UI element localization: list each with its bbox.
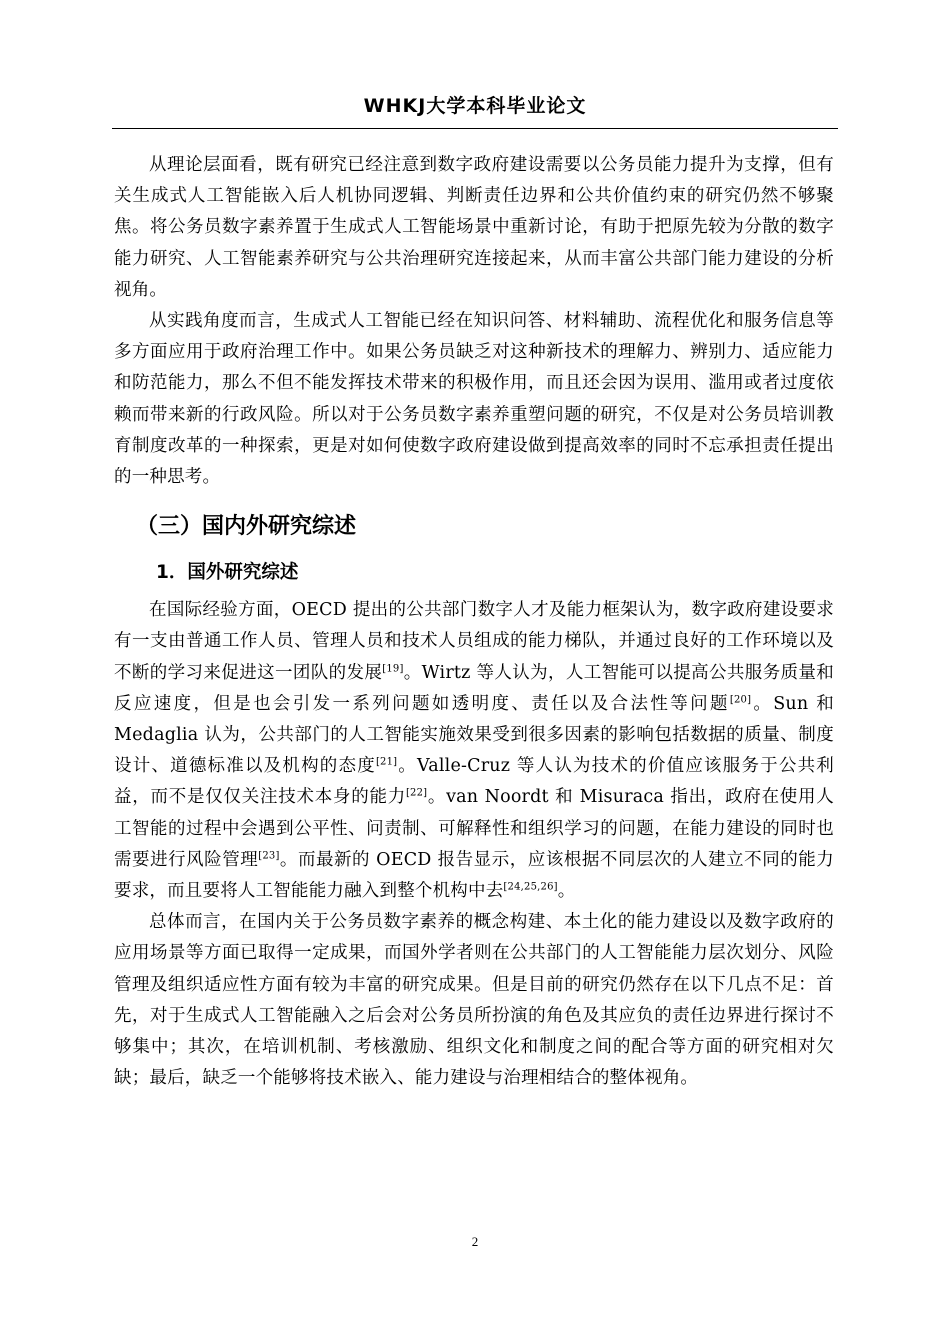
review-sentence: 。van Noordt 和 Misuraca 指出，政府在使用人工智能的过程中会遇到公平性、问责制、可解释性和组织学习的问题，在能力建设的同时也需要进行风险管理: [114, 787, 835, 870]
page-number: 2: [471, 1234, 479, 1249]
review-sentence: 。Sun 和 Medaglia 认为，公共部门的人工智能实施效果受到很多因素的影响包括数据的质量、制度设计、道德标准以及机构的态度: [114, 693, 834, 777]
review-sentence: 。: [557, 881, 576, 902]
paragraph-foreign-review: [114, 595, 834, 907]
paragraph-summary: 总体而言，在国内关于公务员数字素养的概念构建、本土化的能力建设以及数字政府的应用场景等方面已取得一定成果，而国外学者则在公共部门的人工智能能力层次划分、风险管理及组织适应性方面有较为丰富的研究成果。但是目前的研究仍然存在以下几点不足：首先，对于生成式人工智能融入之后会对公务员所扮演的角色及其应负的责任边界进行探讨不够集中；其次，在培训机制、考核激励、组织文化和制度之间的配合等方面的研究相对欠缺；最后，缺乏一个能够将技术嵌入、能力建设与治理相结合的整体视角。: [114, 912, 834, 1089]
paragraph-theory: 从理论层面看，既有研究已经注意到数字政府建设需要以公务员能力提升为支撑，但有关生成式人工智能嵌入后人机协同逻辑、判断责任边界和公共价值约束的研究仍然不够聚焦。将公务员数字素养置于生成式人工智能场景中重新讨论，有助于把原先较为分散的数字能力研究、人工智能素养研究与公共治理研究连接起来，从而丰富公共部门能力建设的分析视角。: [114, 155, 834, 300]
body-text: [114, 150, 834, 1094]
review-sentence: 。Wirtz 等人认为，人工智能可以提高公共服务质量和反应速度，但是也会引发一系列问题如透明度、责任以及合法性等问题: [114, 662, 834, 714]
review-sentence: 在国际经验方面，OECD 提出的公共部门数字人才及能力框架认为，数字政府建设要求有一支由普通工作人员、管理人员和技术人员组成的能力梯队，并通过良好的工作环境以及不断的学习来促进这一团队的发展: [114, 600, 834, 683]
running-header-title: WHKJ大学本科毕业论文: [363, 95, 587, 117]
citation-ref: [23]: [258, 850, 280, 862]
citation-ref: [22]: [405, 787, 428, 799]
citation-ref: [20]: [729, 694, 752, 706]
citation-ref: [21]: [375, 756, 398, 768]
header-rule: [112, 128, 838, 129]
paragraph-practice: 从实践角度而言，生成式人工智能已经在知识问答、材料辅助、流程优化和服务信息等多方面应用于政府治理工作中。如果公务员缺乏对这种新技术的理解力、辨别力、适应能力和防范能力，那么不但不能发挥技术带来的积极作用，而且还会因为误用、滥用或者过度依赖而带来新的行政风险。所以对于公务员数字素养重塑问题的研究，不仅是对公务员培训教育制度改革的一种探索，更是对如何使数字政府建设做到提高效率的同时不忘承担责任提出的一种思考。: [114, 311, 834, 488]
subsection-heading: 1．国外研究综述: [156, 562, 299, 584]
review-sentence: 。Valle-Cruz 等人认为技术的价值应该服务于公共利益，而不是仅仅关注技术本身的能力: [114, 756, 834, 808]
citation-ref: [24,25,26]: [503, 881, 558, 893]
citation-ref: [19]: [382, 663, 404, 675]
review-sentence: 。而最新的 OECD 报告显示，应该根据不同层次的人建立不同的能力要求，而且要将人工智能能力融入到整个机构中去: [114, 849, 834, 902]
section-heading: （三）国内外研究综述: [136, 514, 357, 540]
